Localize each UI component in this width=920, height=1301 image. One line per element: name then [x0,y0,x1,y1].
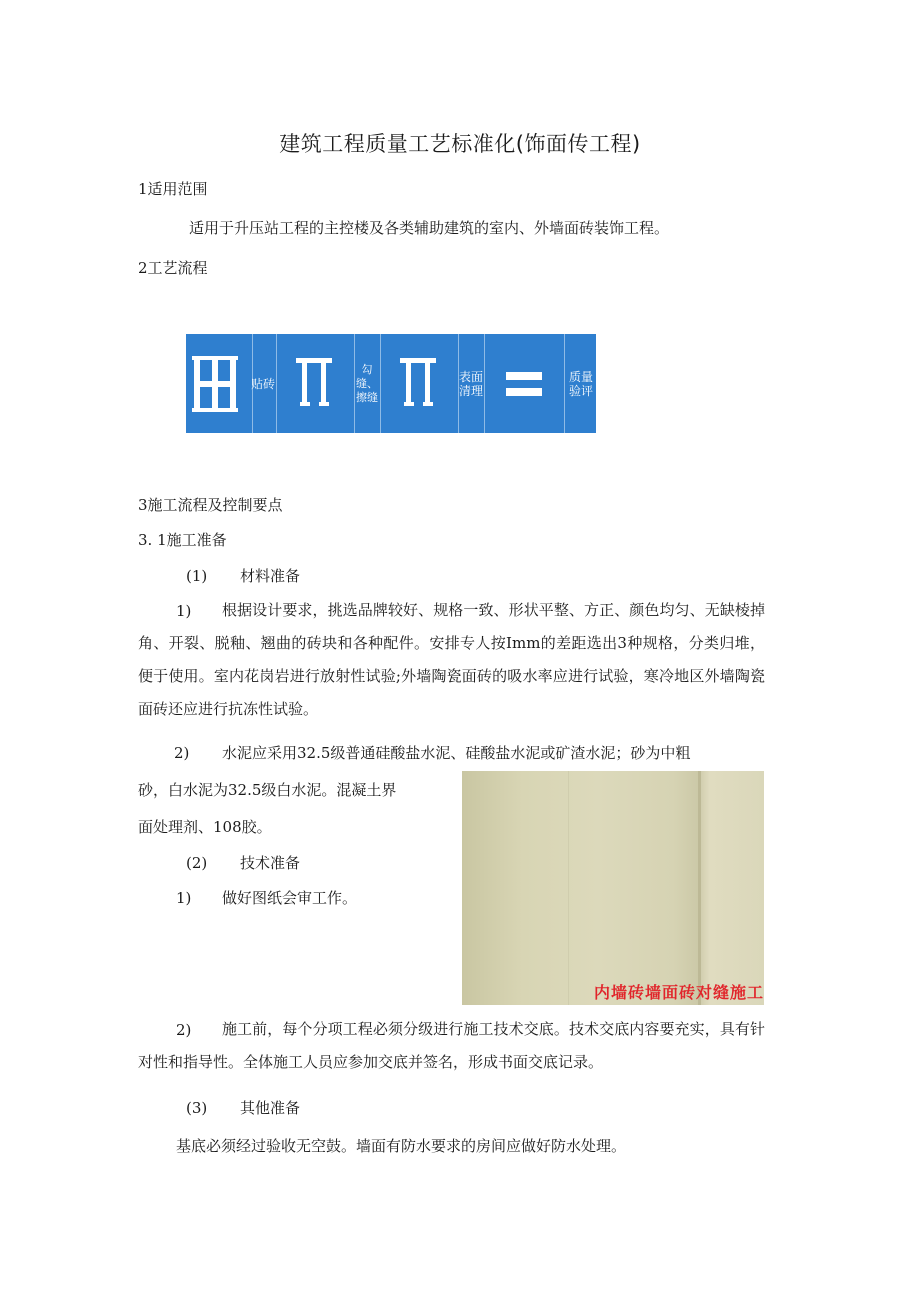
flow-step-tiling: 贴砖 [250,376,275,391]
item-1-text: 根据设计要求，挑选品牌较好、规格一致、形状平整、方正、颜色均匀、无缺棱掉角、开裂、脱釉、翘曲的砖块和各种配件。安排专人按Imm的差距选出3种规格，分类归堆，便于使用。室内花岗岩进行放射性试验;外墙陶瓷面砖的吸水率应进行试验，寒冷地区外墙陶瓷面砖还应进行抗冻性试验。 [138,601,765,718]
sub-2-title: 技术准备 [240,854,301,872]
other-prep-text: 基底必须经过验收无空鼓。墙面有防水要求的房间应做好防水处理。 [176,1137,627,1155]
page-title: 建筑工程质量工艺标准化(饰面传工程) [279,132,641,156]
item-4-text: 施工前，每个分项工程必须分级进行施工技术交底。技术交底内容要充实，具有针对性和指导性。全体施工人员应参加交底并签名，形成书面交底记录。 [138,1020,765,1071]
sub-1-title: 材料准备 [240,567,301,585]
flow-start-symbol [192,354,240,414]
item-3-number: 1) [176,889,192,907]
section-1-body: 适用于升压站工程的主控楼及各类辅助建筑的室内、外墙面砖装饰工程。 [189,219,670,237]
flow-arrow-2 [398,358,438,410]
photo-caption: 内墙砖墙面砖对缝施工 [593,983,764,1002]
sub-3-title: 其他准备 [240,1099,301,1117]
item-2-line-2: 砂，白水泥为32.5级白水泥。混凝土界 [138,781,397,799]
item-1-number: 1) [176,602,192,620]
wall-tile-photo [462,771,764,1005]
section-2-heading: 2工艺流程 [138,259,208,277]
flow-step-inspection: 质量验评 [568,369,593,398]
item-2-line-3: 面处理剂、108胶。 [138,818,272,836]
flow-arrow-3 [506,370,542,398]
sub-1-number: (1) [186,567,208,585]
flow-arrow-1 [294,358,334,410]
flow-step-cleaning: 表面清理 [458,369,483,398]
sub-2-number: (2) [186,854,208,872]
section-3-1-heading: 3. 1施工准备 [138,531,227,549]
item-2-line-1: 水泥应采用32.5级普通硅酸盐水泥、硅酸盐水泥或矿渣水泥；砂为中粗 [222,744,691,762]
item-3-text: 做好图纸会审工作。 [222,889,358,907]
item-2-number: 2) [174,744,190,762]
item-4-number: 2) [176,1021,192,1039]
flow-step-pointing: 勾缝、擦缝 [356,362,378,404]
process-flow-diagram [186,334,596,433]
section-3-heading: 3施工流程及控制要点 [138,496,283,514]
section-1-heading: 1适用范围 [138,180,208,198]
sub-3-number: (3) [186,1099,208,1117]
